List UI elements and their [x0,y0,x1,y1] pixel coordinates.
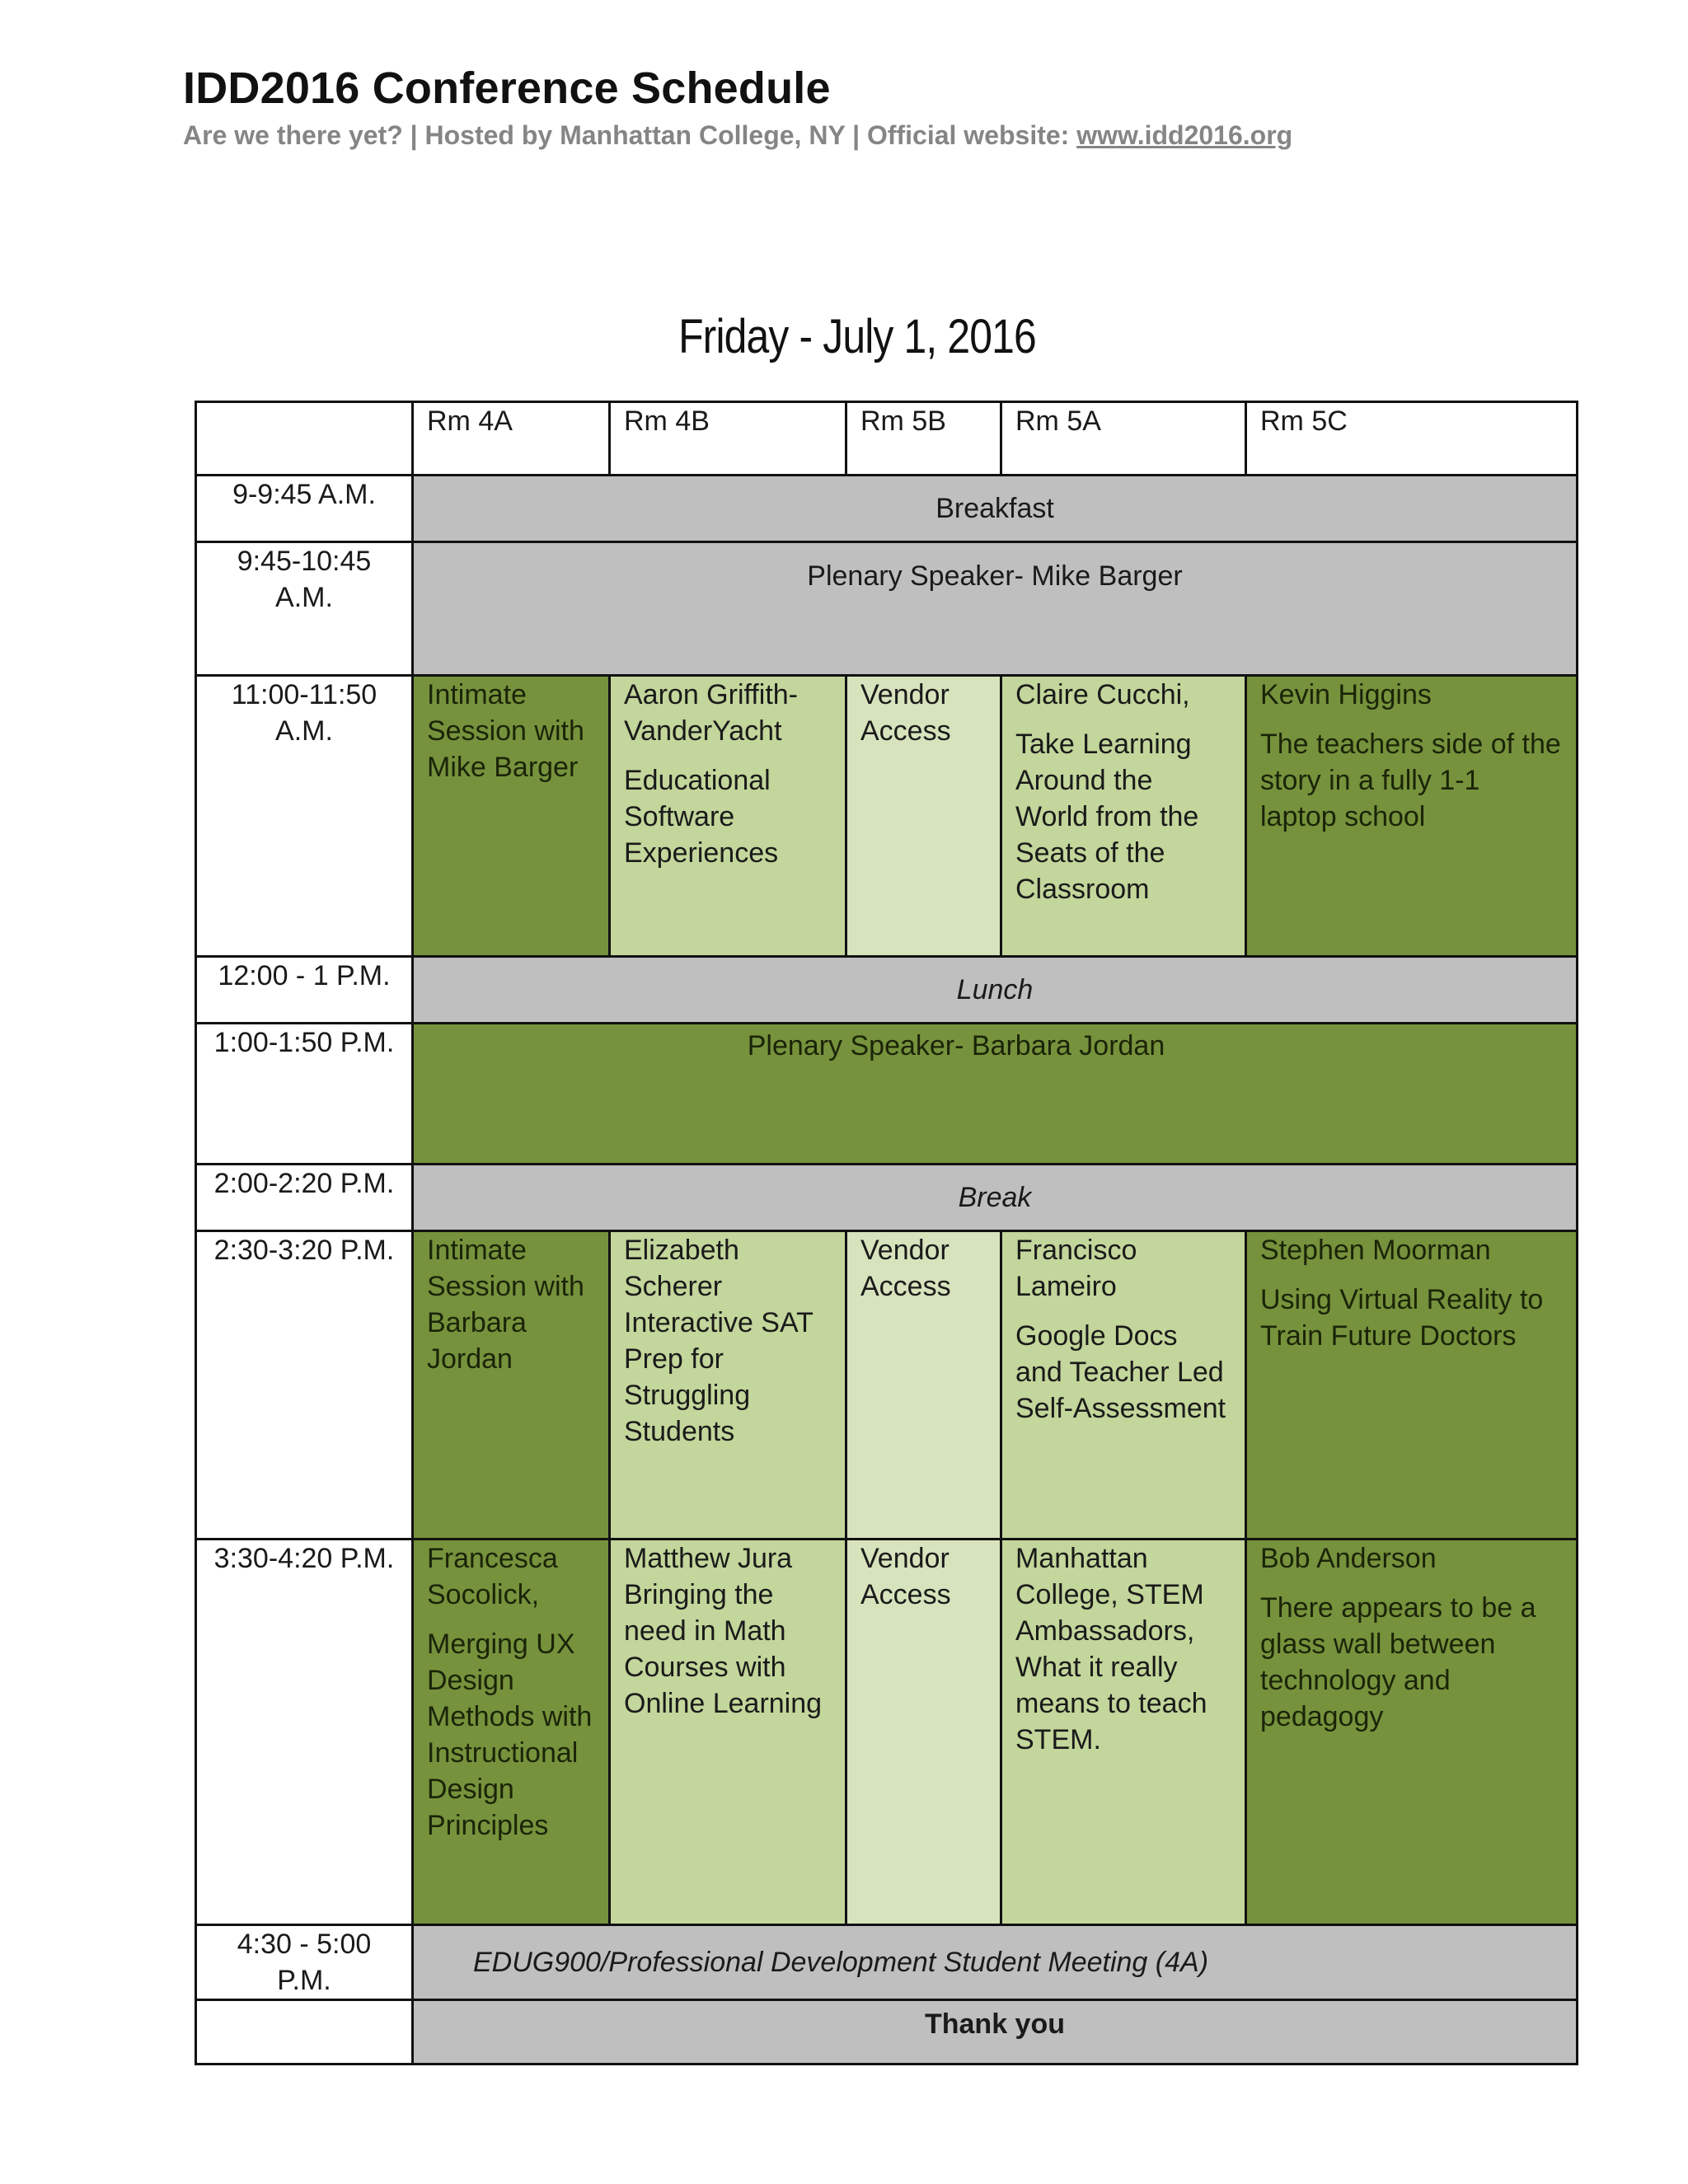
lunch-cell: Lunch [413,957,1578,1024]
session-cell-rm5c [1246,1231,1578,1540]
schedule-row-thanks [196,2000,1578,2064]
time-cell: 4:30 - 5:00 P.M. [196,1925,413,2000]
session-title: The teachers side of the story in a fully 1-1 laptop school [1260,729,1561,832]
schedule-row-session-2 [196,1231,1578,1540]
session-cell-rm5a [1001,1540,1246,1925]
student-meeting-cell: EDUG900/Professional Development Student Meeting (4A) [413,1925,1578,2000]
schedule-row-meeting [196,1925,1578,2000]
subtitle [183,121,1292,150]
room-header: Rm 4B [610,402,846,476]
session-speaker: Kevin Higgins [1260,679,1432,710]
vendor-access: Vendor Access [860,679,951,747]
room-header: Rm 5B [846,402,1001,476]
session-title: Educational Software Experiences [624,765,779,869]
session-cell-rm5a [1001,1231,1246,1540]
session-cell-rm4b [610,676,846,957]
session-cell-rm4a [413,1231,610,1540]
schedule-row-lunch [196,957,1578,1024]
session-speaker: Claire Cucchi, [1015,679,1190,710]
session-cell-rm5b [846,1540,1001,1925]
time-cell: 12:00 - 1 P.M. [196,957,413,1024]
session-title: Manhattan College, STEM Ambassadors, What it really means to teach STEM. [1015,1543,1207,1755]
time-cell: 9-9:45 A.M. [196,476,413,542]
room-header: Rm 4A [413,402,610,476]
subtitle-text: Are we there yet? | Hosted by Manhattan College, NY | Official website: [183,120,1077,151]
time-cell: 2:00-2:20 P.M. [196,1165,413,1231]
session-cell-rm4b [610,1540,846,1925]
time-cell: 2:30-3:20 P.M. [196,1231,413,1540]
thank-you-cell: Thank you [413,2000,1578,2064]
breakfast-cell: Breakfast [413,476,1578,542]
schedule-row-session-1 [196,676,1578,957]
schedule-row-plenary-1 [196,542,1578,676]
session-cell-rm5c [1246,1540,1578,1925]
session-title: Merging UX Design Methods with Instructional Design Principles [427,1629,593,1841]
schedule-row-plenary-2 [196,1024,1578,1165]
time-cell: 9:45-10:45 A.M. [196,542,413,676]
session-title: Matthew Jura Bringing the need in Math Courses with Online Learning [624,1543,823,1719]
break-cell: Break [413,1165,1578,1231]
session-speaker: Aaron Griffith-VanderYacht [624,679,799,747]
website-link[interactable]: www.idd2016.org [1076,120,1293,151]
schedule-row-breakfast [196,476,1578,542]
corner-cell [196,402,413,476]
session-cell-rm4b [610,1231,846,1540]
plenary-speaker-cell: Plenary Speaker- Barbara Jordan [413,1024,1578,1165]
session-title: Intimate Session with Barbara Jordan [427,1235,584,1375]
plenary-speaker-cell: Plenary Speaker- Mike Barger [413,542,1578,676]
schedule-row-break [196,1165,1578,1231]
page-title: IDD2016 Conference Schedule [183,63,831,113]
vendor-access: Vendor Access [860,1543,951,1610]
session-cell-rm5b [846,676,1001,957]
time-cell: 3:30-4:20 P.M. [196,1540,413,1925]
time-cell: 11:00-11:50 A.M. [196,676,413,957]
session-speaker: Francisco Lameiro [1015,1235,1137,1302]
time-cell: 1:00-1:50 P.M. [196,1024,413,1165]
room-header-row [196,402,1578,476]
session-title: There appears to be a glass wall between technology and pedagogy [1260,1592,1536,1732]
session-cell-rm5a [1001,676,1246,957]
session-speaker: Francesca Socolick, [427,1543,558,1610]
day-title: Friday - July 1, 2016 [678,310,1036,363]
session-cell-rm4a [413,1540,610,1925]
session-title: Elizabeth Scherer Interactive SAT Prep for Struggling Students [624,1235,814,1447]
session-speaker: Stephen Moorman [1260,1235,1491,1266]
room-header: Rm 5A [1001,402,1246,476]
session-title: Take Learning Around the World from the Seats of the Classroom [1015,729,1199,905]
session-title: Using Virtual Reality to Train Future Doctors [1260,1284,1544,1352]
session-speaker: Bob Anderson [1260,1543,1437,1574]
document-header [183,64,1292,151]
room-header: Rm 5C [1246,402,1578,476]
session-cell-rm5b [846,1231,1001,1540]
session-cell-rm5c [1246,676,1578,957]
time-cell [196,2000,413,2064]
schedule-table [195,401,1578,2065]
vendor-access: Vendor Access [860,1235,951,1302]
session-title: Intimate Session with Mike Barger [427,679,584,783]
session-title: Google Docs and Teacher Led Self-Assessment [1015,1320,1226,1424]
schedule-row-session-3 [196,1540,1578,1925]
session-cell-rm4a [413,676,610,957]
